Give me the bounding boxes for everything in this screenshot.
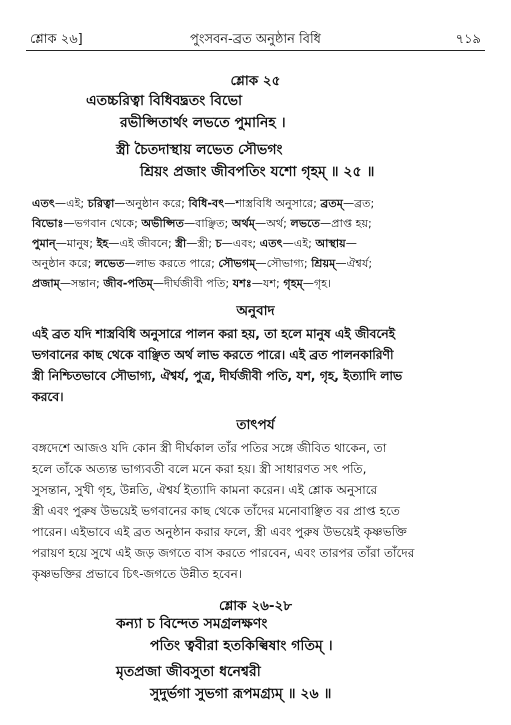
verse-26-line-1: কন্যা চ বিন্দেত সমগ্রলক্ষণং xyxy=(116,616,268,632)
purport-line: পারেন। এইভাবে এই ব্রত অনুষ্ঠান করার ফলে, স্ত্রী এবং পুরুষ উভয়েই কৃষ্ণভক্তি xyxy=(32,525,407,539)
purport-line: বঙ্গদেশে আজও যদি কোন স্ত্রী দীর্ঘকাল তাঁর পতির সঙ্গে জীবিত থাকেন, তা xyxy=(32,441,387,455)
synonym-line: পুমান্—মানুষ; ইহ—এই জীবনে; স্ত্রী—স্ত্রী; চ—এবং; এতৎ—এই; আস্থায়— xyxy=(32,237,357,250)
translation-line: এই ব্রত যদি শাস্ত্রবিধি অনুসারে পালন করা হয়, তা হলে মানুষ এই জীবনেই xyxy=(32,327,396,341)
running-header xyxy=(26,28,485,51)
header-title: পুংসবন-ব্রত অনুষ্ঠান বিধি xyxy=(190,32,321,47)
purport-line: পরায়ণ হয়ে সুখে এই জড় জগতে বাস করতে পারবেন, এবং তারপর তাঁরা তাঁদের xyxy=(32,546,415,560)
translation-line: ভগবানের কাছ থেকে বাঞ্ছিত অর্থ লাভ করতে পারে। এই ব্রত পালনকারিণী xyxy=(32,348,394,362)
translation-title: অনুবাদ xyxy=(236,303,275,319)
synonym-line: এতৎ—এই; চরিত্বা—অনুষ্ঠান করে; বিধি-বৎ—শাস্ত্রবিধি অনুসারে; ব্রতম্—ব্রত; xyxy=(32,197,375,210)
translation-line: স্ত্রী নিশ্চিতভাবে সৌভাগ্য, ঐশ্বর্য, পুত্র, দীর্ঘজীবী পতি, যশ, গৃহ, ইত্যাদি লাভ xyxy=(32,369,403,383)
verse-25-line-2: রভীপ্সিতার্থং লভতে পুমানিহ । xyxy=(120,115,286,131)
purport-line: কৃষ্ণভক্তির প্রভাবে চিৎ-জগতে উন্নীত হবেন। xyxy=(32,567,243,581)
header-verse-ref: শ্লোক ২৬] xyxy=(30,32,83,47)
verse-26-line-4: সুদুর্ভগা সুভগা রূপমগ্র্যম্ ॥ ২৬ ॥ xyxy=(150,686,332,702)
purport-line: সুসন্তান, সুখী গৃহ, উন্নতি, ঐশ্বর্য ইত্যাদি কামনা করেন। এই শ্লোক অনুসারে xyxy=(32,483,378,497)
verse-26-line-2: পতিং ত্ববীরা হতকিল্বিষাং গতিম্ । xyxy=(150,638,333,654)
verse-25-line-3: স্ত্রী চৈতদাস্থায় লভেত সৌভগং xyxy=(116,142,283,158)
verse-25-title: শ্লোক ২৫ xyxy=(230,73,281,89)
synonym-line: বিভোঃ—ভগবান থেকে; অভীপ্সিত—বাঞ্ছিত; অর্থম্—অর্থ; লভতে—প্রাপ্ত হয়; xyxy=(32,217,372,230)
verse-26-title: শ্লোক ২৬-২৮ xyxy=(218,598,293,614)
synonym-line: প্রজাম্—সন্তান; জীব-পতিম্—দীর্ঘজীবী পতি; যশঃ—যশ; গৃহম্—গৃহ। xyxy=(32,277,332,290)
verse-25-line-4: শ্রিয়ং প্রজাং জীবপতিং যশো গৃহম্ ॥ ২৫ ॥ xyxy=(140,164,375,180)
synonym-line: অনুষ্ঠান করে; লভেত—লাভ করতে পারে; সৌভগম্—সৌভাগ্য; শ্রিয়ম্—ঐশ্বর্য; xyxy=(32,257,373,270)
verse-26-line-3: মৃতপ্রজা জীবসুতা ধনেশ্বরী xyxy=(116,664,261,680)
translation-line: করবে। xyxy=(32,390,64,404)
purport-line: স্ত্রী এবং পুরুষ উভয়েই ভগবানের কাছ থেকে তাঁদের মনোবাঞ্ছিত বর প্রাপ্ত হতে xyxy=(32,504,400,518)
verse-25-line-1: এতচ্চরিত্বা বিধিবদ্ব্রতং বিভো xyxy=(86,93,243,109)
purport-line: হলে তাঁকে অত্যন্ত ভাগ্যবতী বলে মনে করা হয়। স্ত্রী সাধারণত সৎ পতি, xyxy=(32,462,367,476)
purport-title: তাৎপর্য xyxy=(236,417,275,433)
page-number: ৭১৯ xyxy=(455,32,481,47)
